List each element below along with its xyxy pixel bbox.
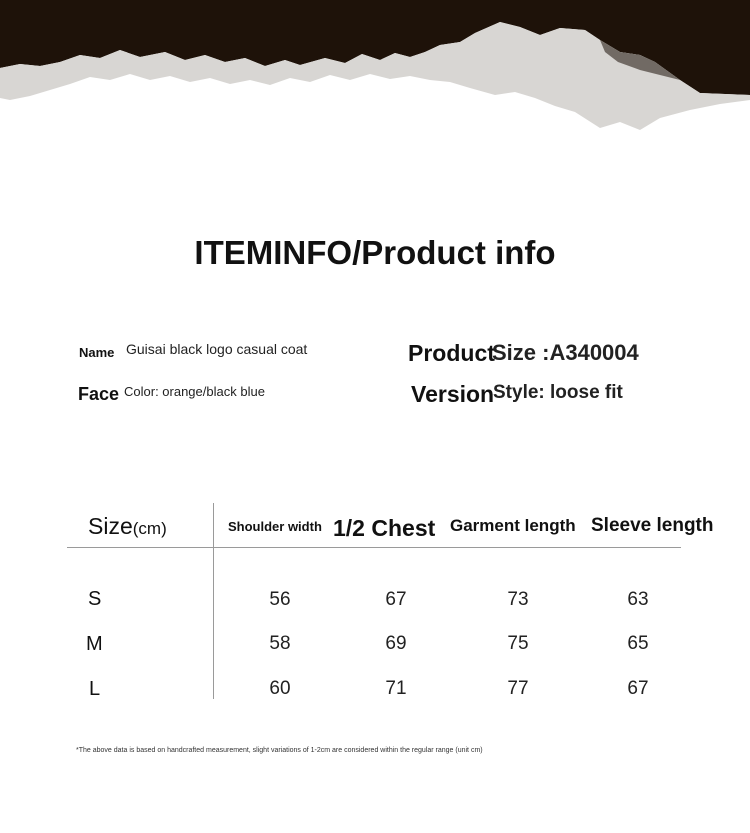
- table-cell: 67: [627, 678, 649, 699]
- header-shoulder-width: Shoulder width: [228, 519, 322, 534]
- product-label: Product: [408, 340, 495, 366]
- version-label: Version: [411, 381, 495, 407]
- table-cell: 60: [269, 678, 291, 699]
- header-garment-length: Garment length: [450, 516, 576, 535]
- product-value: Size :A340004: [492, 340, 639, 365]
- table-cell: 73: [507, 589, 529, 610]
- size-header: [88, 513, 167, 540]
- header-half-chest: 1/2 Chest: [333, 515, 436, 541]
- name-label: Name: [79, 345, 115, 360]
- table-cell: 77: [507, 678, 529, 699]
- size-unit: (cm): [132, 519, 167, 538]
- header-sleeve-length: Sleeve length: [591, 515, 714, 536]
- table-cell: 75: [507, 633, 529, 654]
- row-size: S: [88, 588, 102, 610]
- table-cell: 65: [627, 633, 649, 654]
- table-cell: 63: [627, 589, 649, 610]
- table-cell: 71: [385, 678, 407, 699]
- page-title: ITEMINFO/Product info: [194, 234, 556, 271]
- face-label: Face: [78, 384, 120, 404]
- row-size: L: [89, 678, 101, 700]
- table-column-divider: [213, 503, 214, 699]
- name-value: Guisai black logo casual coat: [126, 341, 308, 357]
- table-header-divider: [67, 547, 681, 548]
- table-cell: 69: [385, 633, 407, 654]
- size-label: Size: [88, 513, 133, 539]
- table-cell: 58: [269, 633, 291, 654]
- version-value: Style: loose fit: [493, 382, 623, 403]
- row-size: M: [86, 633, 103, 655]
- measurement-footnote: *The above data is based on handcrafted measurement, slight variations of 1-2cm are considered within the regular range (unit cm): [76, 747, 483, 754]
- table-cell: 67: [385, 589, 407, 610]
- torn-paper-banner: [0, 0, 750, 150]
- face-value: Color: orange/black blue: [124, 384, 265, 399]
- table-cell: 56: [269, 589, 291, 610]
